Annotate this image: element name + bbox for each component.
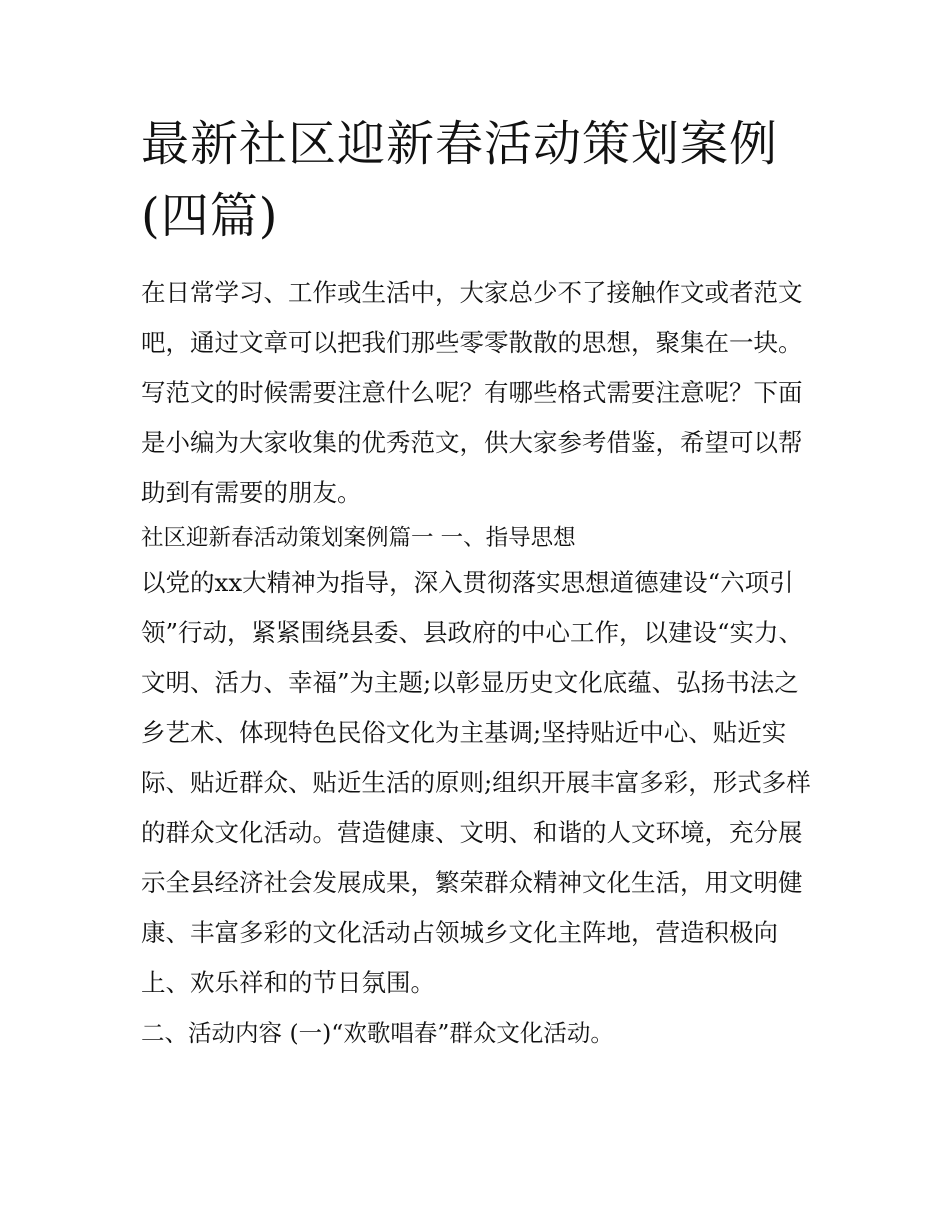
activity-content-line: 二、活动内容 (一)“欢歌唱春”群众文化活动。 [141,1019,614,1047]
section-heading: 社区迎新春活动策划案例篇一 一、指导思想 [141,525,576,551]
document-title: 最新社区迎新春活动策划案例(四篇) [141,116,779,244]
intro-paragraph: 在日常学习、工作或生活中，大家总少不了接触作文或者范文吧，通过文章可以把我们那些零零散散的思想，聚集在一块。写范文的时候需要注意什么呢？有哪些格式需要注意呢？下面是小编为大家收集的优秀范文，供大家参考借鉴，希望可以帮助到有需要的朋友。 [141,278,803,507]
document-page [141,108,813,1058]
guiding-thought-paragraph: 以党的xx大精神为指导，深入贯彻落实思想道德建设“六项引领”行动，紧紧围绕县委、县政府的中心工作，以建设“实力、文明、活力、幸福”为主题;以彰显历史文化底蕴、弘扬书法之乡艺术、体现特色民俗文化为主基调;坚持贴近中心、贴近实际、贴近群众、贴近生活的原则;组织开展丰富多彩，形式多样的群众文化活动。营造健康、文明、和谐的人文环境，充分展示全县经济社会发展成果，繁荣群众精神文化生活，用文明健康、丰富多彩的文化活动占领城乡文化主阵地，营造积极向上、欢乐祥和的节日氛围。 [141,568,811,997]
